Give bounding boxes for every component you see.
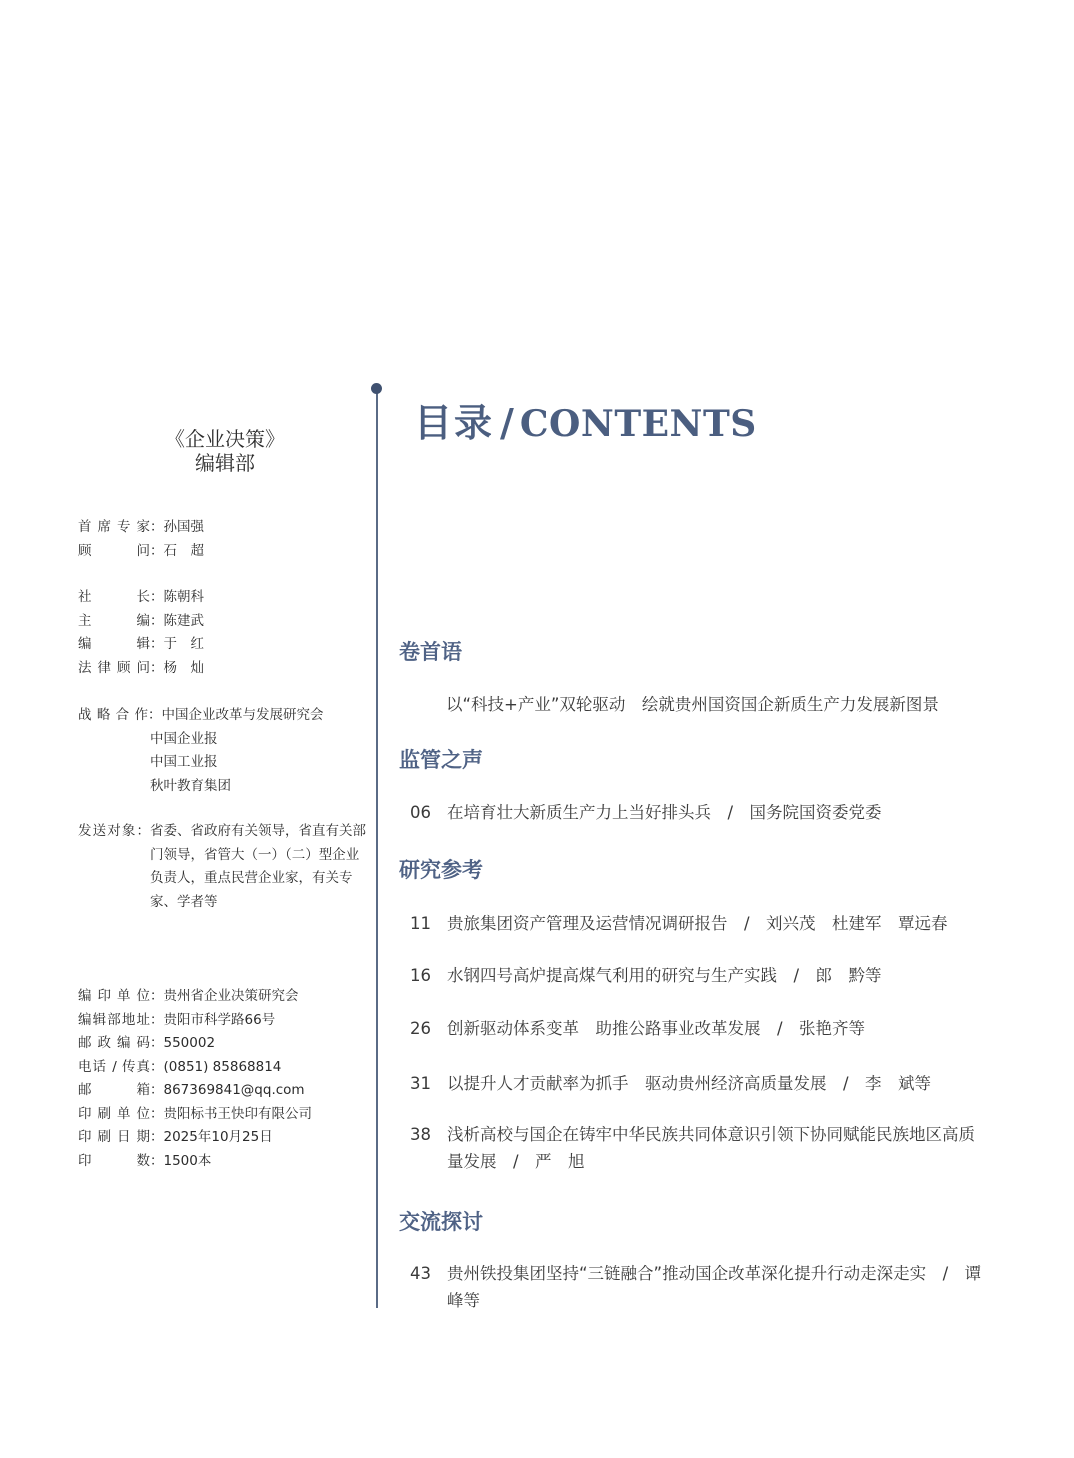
divider-dot — [371, 383, 382, 394]
pub-label: 印数 — [78, 1152, 150, 1169]
pub-label: 编辑部地址 — [78, 1011, 150, 1028]
toc-entry-text: 创新驱动体系变革 助推公路事业改革发展 / 张艳齐等 — [447, 1019, 866, 1038]
pub-row: 编印单位：贵州省企业决策研究会 — [78, 985, 312, 1009]
staff-row: 首席专家：孙国强 — [78, 516, 204, 540]
toc-entry[interactable] — [410, 1121, 990, 1175]
pub-value: 1500本 — [163, 1152, 212, 1169]
staff-label: 首席专家 — [78, 519, 150, 535]
editorial-dept: 编辑部 — [195, 451, 255, 475]
staff-value: 陈建武 — [163, 612, 204, 629]
staff-row: 社长：陈朝科 — [78, 586, 204, 610]
title-slash: / — [500, 401, 514, 445]
pub-label: 编印单位 — [78, 988, 150, 1004]
toc-entry-text: 在培育壮大新质生产力上当好排头兵 / 国务院国资委党委 — [447, 803, 882, 822]
toc-page-number: 26 — [410, 1019, 431, 1038]
staff-row: 法律顾问：杨 灿 — [78, 657, 204, 681]
staff-row: 编辑：于 红 — [78, 633, 204, 657]
publication-group — [78, 985, 312, 1173]
staff-label: 社长 — [78, 589, 150, 605]
pub-value: 贵州省企业决策研究会 — [163, 988, 299, 1004]
toc-page-number: 31 — [410, 1074, 431, 1093]
staff-value: 杨 灿 — [163, 659, 204, 676]
toc-entry-text: 以“科技+产业”双轮驱动 绘就贵州国资国企新质生产力发展新图景 — [446, 695, 939, 714]
pub-row: 电话 / 传真：(0851) 85868814 — [78, 1056, 312, 1080]
staff-value: 石 超 — [163, 542, 204, 559]
staff-group-advisors — [78, 516, 204, 563]
toc-page-number: 06 — [410, 803, 431, 822]
pub-value: 550002 — [163, 1035, 216, 1051]
distribution-label: 发送对象： — [78, 823, 150, 839]
toc-entry[interactable] — [410, 1260, 998, 1314]
toc-entry[interactable] — [446, 691, 1006, 718]
section-heading: 研究参考 — [399, 858, 483, 882]
staff-label: 顾问 — [78, 542, 150, 559]
distribution-value: 省委、省政府有关领导，省直有关部门领导，省管大（一）（二）型企业负责人，重点民营企业家，有关专家、学者等 — [150, 823, 366, 910]
contents-title — [414, 392, 757, 447]
title-en: CONTENTS — [519, 403, 757, 445]
staff-label: 主编 — [78, 612, 150, 629]
pub-label: 邮箱 — [78, 1082, 150, 1098]
staff-label: 编辑 — [78, 636, 150, 652]
staff-group-editors — [78, 586, 204, 680]
pub-value: 贵阳标书王快印有限公司 — [163, 1105, 312, 1122]
pub-value: 867369841@qq.com — [163, 1082, 305, 1098]
toc-entry-text: 贵州铁投集团坚持“三链融合”推动国企改革深化提升行动走深走实 / 谭 峰等 — [447, 1264, 998, 1310]
column-divider — [376, 388, 378, 1308]
pub-value: 贵阳市科学路66号 — [163, 1011, 276, 1028]
pub-label: 电话 / 传真 — [78, 1058, 150, 1075]
partner-name: 中国企业改革与发展研究会 — [161, 707, 324, 723]
partner-name: 秋叶教育集团 — [150, 777, 231, 794]
toc-entry-text: 以提升人才贡献率为抓手 驱动贵州经济高质量发展 / 李 斌等 — [447, 1074, 932, 1093]
pub-row: 邮政编码：550002 — [78, 1032, 312, 1056]
partners-group — [78, 704, 324, 798]
pub-row: 印刷单位：贵阳标书王快印有限公司 — [78, 1103, 312, 1127]
toc-entry[interactable] — [410, 1015, 990, 1042]
toc-page-number: 38 — [410, 1125, 431, 1144]
section-heading: 交流探讨 — [399, 1210, 483, 1234]
journal-name: 《企业决策》 — [165, 427, 285, 451]
toc-entry-text: 水钢四号高炉提高煤气利用的研究与生产实践 / 郎 黔等 — [447, 966, 882, 985]
toc-entry-text: 贵旅集团资产管理及运营情况调研报告 / 刘兴茂 杜建军 覃远春 — [447, 914, 948, 933]
toc-entry[interactable] — [410, 1070, 990, 1097]
pub-value: 2025年10月25日 — [163, 1129, 273, 1145]
pub-label: 印刷日期 — [78, 1129, 150, 1145]
section-heading: 监管之声 — [399, 748, 483, 772]
pub-row: 邮箱：867369841@qq.com — [78, 1079, 312, 1103]
pub-row: 印刷日期：2025年10月25日 — [78, 1126, 312, 1150]
toc-page-number: 11 — [410, 914, 431, 933]
staff-value: 陈朝科 — [163, 589, 204, 605]
partner-name: 中国企业报 — [150, 730, 218, 747]
distribution-group — [78, 820, 370, 914]
staff-value: 孙国强 — [163, 519, 204, 535]
partner-name: 中国工业报 — [150, 754, 218, 770]
toc-page-number: 16 — [410, 966, 431, 985]
partners-row: 战略合作：中国企业改革与发展研究会 — [78, 704, 324, 728]
staff-value: 于 红 — [163, 636, 204, 652]
staff-label: 法律顾问 — [78, 659, 150, 676]
staff-row: 顾问：石 超 — [78, 540, 204, 564]
toc-entry[interactable] — [410, 962, 990, 989]
toc-entry-text: 浅析高校与国企在铸牢中华民族共同体意识引领下协同赋能民族地区高质量发展 / 严 旭 — [447, 1125, 975, 1171]
pub-row: 编辑部地址：贵阳市科学路66号 — [78, 1009, 312, 1033]
pub-row: 印数：1500本 — [78, 1150, 312, 1174]
distribution-row — [78, 820, 370, 914]
toc-entry[interactable] — [410, 910, 990, 937]
toc-entry[interactable] — [410, 799, 990, 826]
title-zh: 目录 — [414, 401, 495, 445]
pub-value: (0851) 85868814 — [163, 1058, 282, 1075]
partners-label: 战略合作 — [78, 707, 148, 723]
toc-page-number: 43 — [410, 1264, 431, 1283]
section-heading: 卷首语 — [399, 640, 462, 664]
staff-row: 主编：陈建武 — [78, 610, 204, 634]
pub-label: 印刷单位 — [78, 1105, 150, 1122]
pub-label: 邮政编码 — [78, 1035, 150, 1051]
